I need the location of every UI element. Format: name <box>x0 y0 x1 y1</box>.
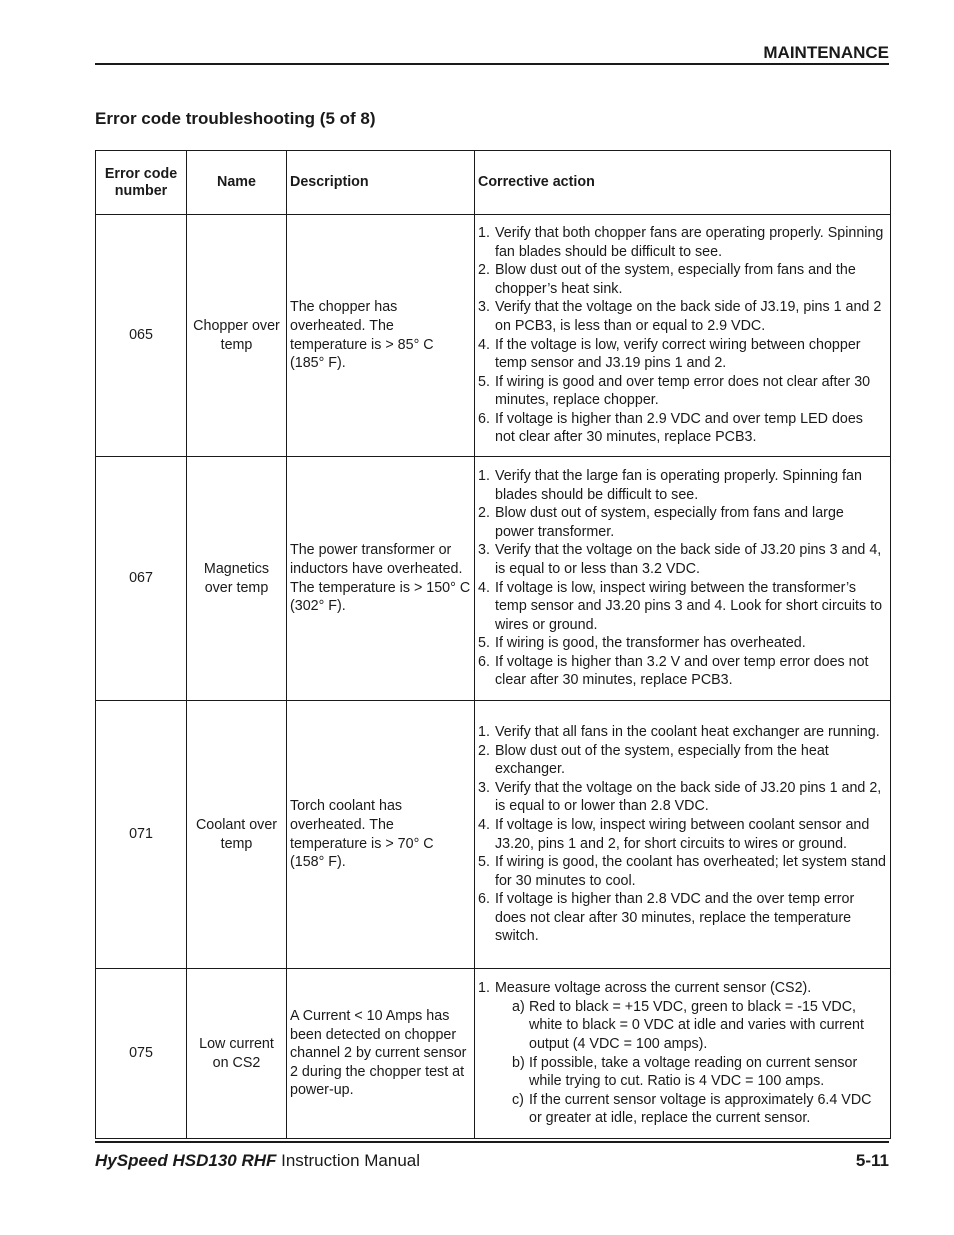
page-title: Error code troubleshooting (5 of 8) <box>95 109 376 128</box>
table-header-row <box>96 151 891 215</box>
corrective-steps-list <box>478 467 886 690</box>
step-text: Verify that all fans in the coolant heat exchanger are running. <box>495 723 880 740</box>
step-text: If voltage is low, inspect wiring between the transformer’s temp sensor and J3.20 pins 3 and 4. Look for short circuits to wires or ground. <box>495 579 883 633</box>
corrective-step <box>478 779 886 816</box>
step-number: 1. <box>478 467 490 484</box>
corrective-step <box>478 853 886 890</box>
step-text: Blow dust out of system, especially from fans and large power transformer. <box>495 505 844 540</box>
step-text: Blow dust out of the system, especially from the heat exchanger. <box>495 742 829 778</box>
column-header-corrective-action: Corrective action <box>475 151 891 215</box>
step-number: 1. <box>478 723 490 740</box>
corrective-step <box>478 336 886 373</box>
step-number: 5. <box>478 854 490 871</box>
error-name-cell: Low current on CS2 <box>187 969 287 1139</box>
step-number: 3. <box>478 779 490 796</box>
sub-step-letter: b) <box>512 1054 525 1071</box>
section-header: MAINTENANCE <box>763 43 889 62</box>
sub-step-letter: a) <box>512 998 525 1015</box>
corrective-step <box>478 224 886 261</box>
corrective-action-cell <box>475 969 891 1139</box>
step-text: Measure voltage across the current sensor (CS2). <box>495 980 812 997</box>
step-number: 1. <box>478 980 490 997</box>
sub-step <box>495 1054 886 1091</box>
sub-step-text: If possible, take a voltage reading on current sensor while trying to cut. Ratio is 4 VDC = 100 amps. <box>529 1054 858 1090</box>
step-text: Verify that the voltage on the back side of J3.20 pins 1 and 2, is equal to or lower than 2.8 VDC. <box>495 779 882 815</box>
corrective-action-cell <box>475 215 891 457</box>
column-header-error-code: Error code number <box>96 151 187 215</box>
step-text: Verify that both chopper fans are operating properly. Spinning fan blades should be difficult to see. <box>495 224 884 260</box>
error-code-cell: 071 <box>96 701 187 969</box>
corrective-step <box>478 541 886 578</box>
error-code-table <box>95 150 891 1139</box>
step-number: 4. <box>478 816 490 833</box>
error-name-cell: Coolant over temp <box>187 701 287 969</box>
step-number: 3. <box>478 542 490 559</box>
corrective-step <box>478 742 886 779</box>
corrective-steps-list <box>478 723 886 946</box>
footer-manual-title <box>95 1150 420 1172</box>
step-number: 5. <box>478 635 490 652</box>
corrective-step <box>478 816 886 853</box>
corrective-step <box>478 634 886 653</box>
step-number: 2. <box>478 262 490 279</box>
table-row <box>96 457 891 701</box>
step-number: 1. <box>478 224 490 241</box>
corrective-step <box>478 298 886 335</box>
table-row <box>96 969 891 1139</box>
error-name-cell: Magnetics over temp <box>187 457 287 701</box>
sub-steps-list <box>495 998 886 1128</box>
footer-manual-label: Instruction Manual <box>276 1151 421 1170</box>
corrective-step <box>478 979 886 1128</box>
step-number: 2. <box>478 742 490 759</box>
step-number: 3. <box>478 299 490 316</box>
step-number: 5. <box>478 373 490 390</box>
step-text: If voltage is higher than 2.9 VDC and over temp LED does not clear after 30 minutes, replace PCB3. <box>495 410 863 446</box>
column-header-name: Name <box>187 151 287 215</box>
corrective-step <box>478 579 886 635</box>
step-text: Verify that the large fan is operating properly. Spinning fan blades should be difficult to see. <box>495 467 862 503</box>
corrective-step <box>478 723 886 742</box>
error-code-cell: 075 <box>96 969 187 1139</box>
step-text: If wiring is good, the coolant has overheated; let system stand for 30 minutes to cool. <box>495 854 887 889</box>
header-divider <box>95 63 889 65</box>
step-text: Verify that the voltage on the back side of J3.20 pins 3 and 4, is equal to or less than 3.2 VDC. <box>495 542 882 577</box>
corrective-step <box>478 373 886 410</box>
step-number: 4. <box>478 579 490 596</box>
corrective-action-cell <box>475 457 891 701</box>
table-row <box>96 215 891 457</box>
step-text: Verify that the voltage on the back side of J3.19, pins 1 and 2 on PCB3, is less than or equal to 2.9 VDC. <box>495 299 882 334</box>
description-cell: The power transformer or inductors have overheated. The temperature is > 150° C (302° F). <box>287 457 475 701</box>
step-text: If wiring is good and over temp error does not clear after 30 minutes, replace chopper. <box>495 373 871 409</box>
step-text: Blow dust out of the system, especially from fans and the chopper’s heat sink. <box>495 262 856 297</box>
step-number: 6. <box>478 410 490 427</box>
step-text: If wiring is good, the transformer has overheated. <box>495 635 806 652</box>
column-header-description: Description <box>287 151 475 215</box>
footer-divider <box>95 1141 889 1143</box>
footer-product-name: HySpeed HSD130 RHF <box>95 1151 277 1170</box>
corrective-action-cell <box>475 701 891 969</box>
corrective-step <box>478 653 886 690</box>
step-number: 4. <box>478 336 490 353</box>
sub-step <box>495 1091 886 1128</box>
sub-step-letter: c) <box>512 1091 524 1108</box>
description-cell: The chopper has overheated. The temperature is > 85° C (185° F). <box>287 215 475 457</box>
page-number: 5-11 <box>855 1151 889 1170</box>
corrective-step <box>478 504 886 541</box>
description-cell: A Current < 10 Amps has been detected on chopper channel 2 by current sensor 2 during the chopper test at power-up. <box>287 969 475 1139</box>
step-number: 6. <box>478 653 490 670</box>
corrective-steps-list <box>478 979 886 1128</box>
error-code-cell: 065 <box>96 215 187 457</box>
corrective-step <box>478 261 886 298</box>
error-name-cell: Chopper over temp <box>187 215 287 457</box>
corrective-step <box>478 410 886 447</box>
step-number: 6. <box>478 891 490 908</box>
table-row <box>96 701 891 969</box>
step-text: If voltage is higher than 3.2 V and over temp error does not clear after 30 minutes, replace PCB3. <box>495 653 869 689</box>
step-number: 2. <box>478 505 490 522</box>
corrective-step <box>478 890 886 946</box>
error-code-cell: 067 <box>96 457 187 701</box>
corrective-step <box>478 467 886 504</box>
corrective-steps-list <box>478 224 886 447</box>
step-text: If voltage is low, inspect wiring between coolant sensor and J3.20, pins 1 and 2, for short circuits to wires or ground. <box>495 816 870 852</box>
step-text: If voltage is higher than 2.8 VDC and the over temp error does not clear after 30 minutes, replace the temperature switch. <box>495 891 855 945</box>
sub-step <box>495 998 886 1054</box>
sub-step-text: If the current sensor voltage is approximately 6.4 VDC or greater at idle, replace the current sensor. <box>529 1091 872 1127</box>
sub-step-text: Red to black = +15 VDC, green to black = -15 VDC, white to black = 0 VDC at idle and varies with current output (4 VDC = 100 amps). <box>529 998 864 1052</box>
step-text: If the voltage is low, verify correct wiring between chopper temp sensor and J3.19 pins 1 and 2. <box>495 336 861 372</box>
description-cell: Torch coolant has overheated. The temperature is > 70° C (158° F). <box>287 701 475 969</box>
